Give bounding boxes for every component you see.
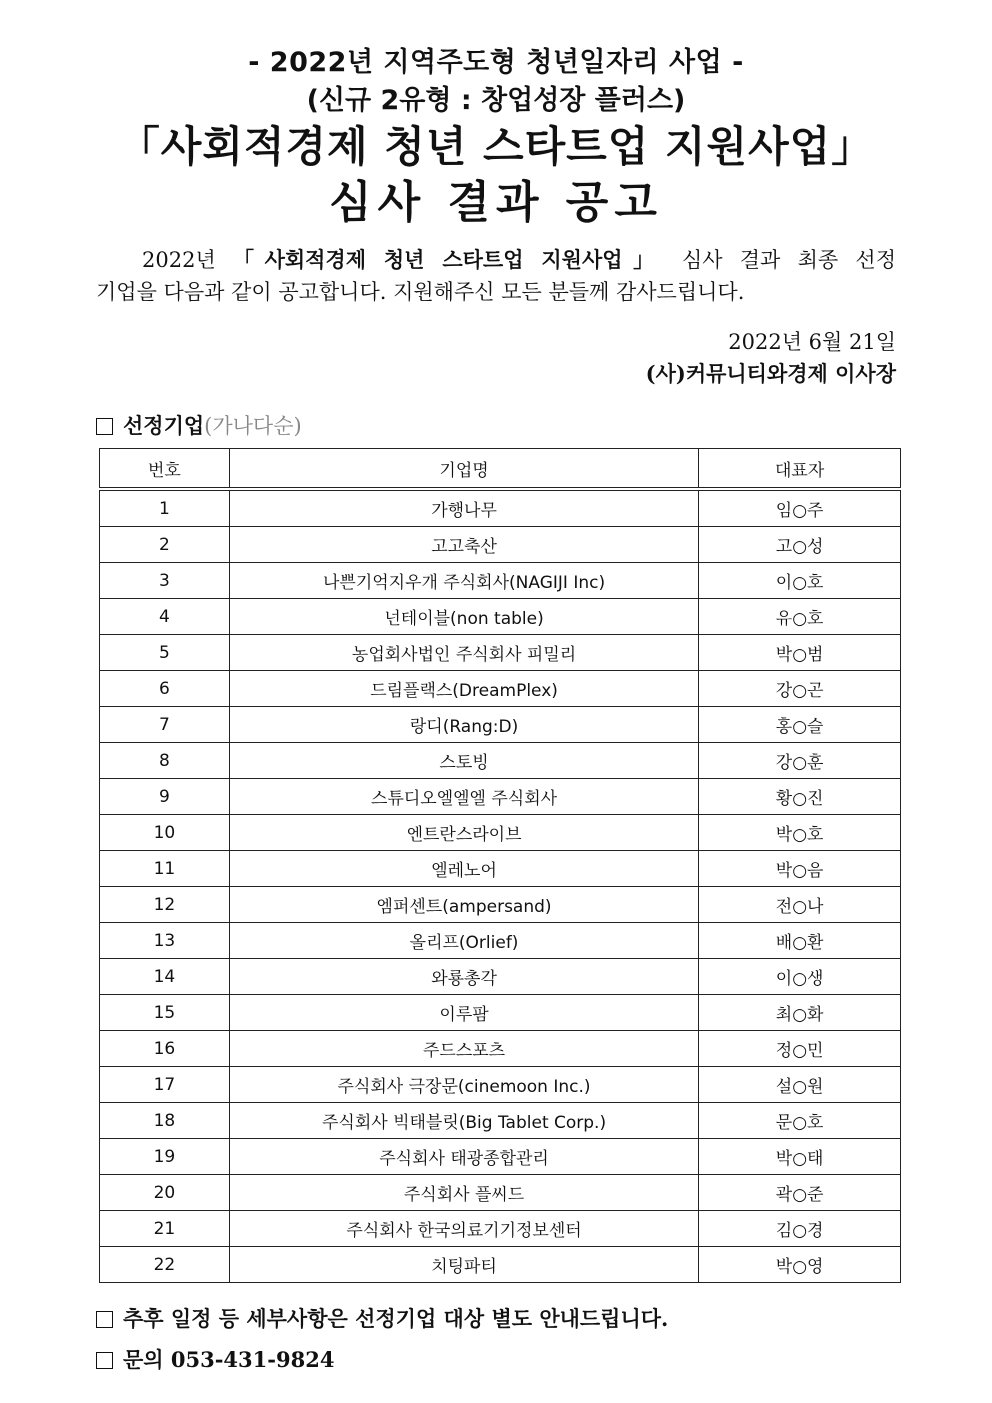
cell-company-name: 주드스포츠	[229, 1031, 698, 1067]
table-row	[100, 815, 901, 851]
cell-company-name: 올리프(Orlief)	[229, 923, 698, 959]
table-row	[100, 489, 901, 527]
checkbox-square-icon	[96, 418, 113, 435]
cell-company-name: 주식회사 한국의료기기정보센터	[229, 1211, 698, 1247]
cell-number: 4	[100, 599, 230, 635]
table-row	[100, 671, 901, 707]
cell-number: 11	[100, 851, 230, 887]
table-row	[100, 1211, 901, 1247]
cell-number: 22	[100, 1247, 230, 1283]
cell-number: 7	[100, 707, 230, 743]
table-row	[100, 1247, 901, 1283]
column-header-number: 번호	[100, 449, 230, 490]
cell-representative: 박○태	[699, 1139, 901, 1175]
cell-number: 1	[100, 489, 230, 527]
table-row	[100, 599, 901, 635]
cell-representative: 임○주	[699, 489, 901, 527]
cell-number: 18	[100, 1103, 230, 1139]
table-row	[100, 923, 901, 959]
table-row	[100, 851, 901, 887]
table-row	[100, 1103, 901, 1139]
cell-representative: 곽○준	[699, 1175, 901, 1211]
cell-company-name: 드림플랙스(DreamPlex)	[229, 671, 698, 707]
cell-company-name: 주식회사 태광종합관리	[229, 1139, 698, 1175]
table-header-row	[100, 449, 901, 490]
column-header-company: 기업명	[229, 449, 698, 490]
schedule-note-text: 추후 일정 등 세부사항은 선정기업 대상 별도 안내드립니다.	[123, 1306, 669, 1331]
cell-number: 20	[100, 1175, 230, 1211]
cell-company-name: 엔트란스라이브	[229, 815, 698, 851]
cell-representative: 최○화	[699, 995, 901, 1031]
cell-company-name: 스토빙	[229, 743, 698, 779]
table-row	[100, 887, 901, 923]
cell-company-name: 가행나무	[229, 489, 698, 527]
table-row	[100, 779, 901, 815]
cell-company-name: 엠퍼센트(ampersand)	[229, 887, 698, 923]
cell-company-name: 스튜디오엘엘엘 주식회사	[229, 779, 698, 815]
section-title: 선정기업	[123, 413, 205, 438]
cell-number: 17	[100, 1067, 230, 1103]
table-row	[100, 1031, 901, 1067]
announcement-date: 2022년 6월 21일	[728, 330, 896, 354]
cell-representative: 전○나	[699, 887, 901, 923]
checkbox-square-icon	[96, 1311, 113, 1328]
cell-company-name: 랑디(Rang:D)	[229, 707, 698, 743]
cell-company-name: 나쁜기억지우개 주식회사(NAGIJI Inc)	[229, 563, 698, 599]
cell-representative: 박○영	[699, 1247, 901, 1283]
table-row	[100, 1067, 901, 1103]
contact-note	[96, 1344, 334, 1374]
cell-number: 9	[100, 779, 230, 815]
intro-year: 2022년	[142, 248, 216, 272]
schedule-note	[96, 1303, 668, 1333]
main-title: 「사회적경제 청년 스타트업 지원사업」	[117, 122, 875, 171]
contact-note-text: 문의 053-431-9824	[123, 1347, 335, 1372]
issuer: (사)커뮤니티와경제 이사장	[645, 361, 896, 386]
table-row	[100, 563, 901, 599]
table-row	[100, 743, 901, 779]
program-title: - 2022년 지역주도형 청년일자리 사업 -	[248, 47, 744, 78]
cell-company-name: 이루팜	[229, 995, 698, 1031]
cell-number: 19	[100, 1139, 230, 1175]
table-row	[100, 635, 901, 671]
cell-company-name: 농업회사법인 주식회사 피밀리	[229, 635, 698, 671]
cell-representative: 이○생	[699, 959, 901, 995]
cell-company-name: 와룡총각	[229, 959, 698, 995]
cell-number: 2	[100, 527, 230, 563]
cell-representative: 유○호	[699, 599, 901, 635]
section-order-note: (가나다순)	[204, 414, 302, 438]
cell-company-name: 주식회사 빅태블릿(Big Tablet Corp.)	[229, 1103, 698, 1139]
table-row	[100, 707, 901, 743]
column-header-representative: 대표자	[699, 449, 901, 490]
intro-rest: 심사 결과 최종 선정	[681, 248, 896, 272]
table-row	[100, 1175, 901, 1211]
cell-number: 3	[100, 563, 230, 599]
cell-representative: 박○호	[699, 815, 901, 851]
checkbox-square-icon	[96, 1352, 113, 1369]
cell-number: 5	[100, 635, 230, 671]
cell-representative: 정○민	[699, 1031, 901, 1067]
cell-representative: 황○진	[699, 779, 901, 815]
cell-company-name: 주식회사 플씨드	[229, 1175, 698, 1211]
program-subtitle: (신규 2유형 : 창업성장 플러스)	[306, 85, 686, 116]
table-row	[100, 995, 901, 1031]
cell-representative: 배○환	[699, 923, 901, 959]
cell-number: 8	[100, 743, 230, 779]
cell-representative: 이○호	[699, 563, 901, 599]
cell-representative: 박○음	[699, 851, 901, 887]
cell-number: 16	[100, 1031, 230, 1067]
table-row	[100, 959, 901, 995]
cell-number: 13	[100, 923, 230, 959]
cell-representative: 문○호	[699, 1103, 901, 1139]
cell-representative: 강○훈	[699, 743, 901, 779]
cell-representative: 고○성	[699, 527, 901, 563]
cell-number: 14	[100, 959, 230, 995]
cell-representative: 홍○슬	[699, 707, 901, 743]
selected-companies-table	[99, 448, 901, 1283]
cell-company-name: 치팅파티	[229, 1247, 698, 1283]
intro-program: 「사회적경제 청년 스타트업 지원사업」	[233, 247, 665, 272]
cell-representative: 설○원	[699, 1067, 901, 1103]
cell-company-name: 엘레노어	[229, 851, 698, 887]
cell-number: 10	[100, 815, 230, 851]
cell-company-name: 고고축산	[229, 527, 698, 563]
cell-representative: 김○경	[699, 1211, 901, 1247]
cell-number: 15	[100, 995, 230, 1031]
table-row	[100, 527, 901, 563]
cell-representative: 박○범	[699, 635, 901, 671]
cell-company-name: 주식회사 극장문(cinemoon Inc.)	[229, 1067, 698, 1103]
table-row	[100, 1139, 901, 1175]
cell-number: 21	[100, 1211, 230, 1247]
main-subtitle: 심사 결과 공고	[329, 177, 663, 228]
cell-number: 12	[100, 887, 230, 923]
section-heading	[96, 410, 302, 440]
cell-representative: 강○곤	[699, 671, 901, 707]
cell-number: 6	[100, 671, 230, 707]
cell-company-name: 넌테이블(non table)	[229, 599, 698, 635]
intro-paragraph-line1	[96, 243, 896, 277]
intro-paragraph-line2: 기업을 다음과 같이 공고합니다. 지원해주신 모든 분들께 감사드립니다.	[96, 280, 745, 304]
